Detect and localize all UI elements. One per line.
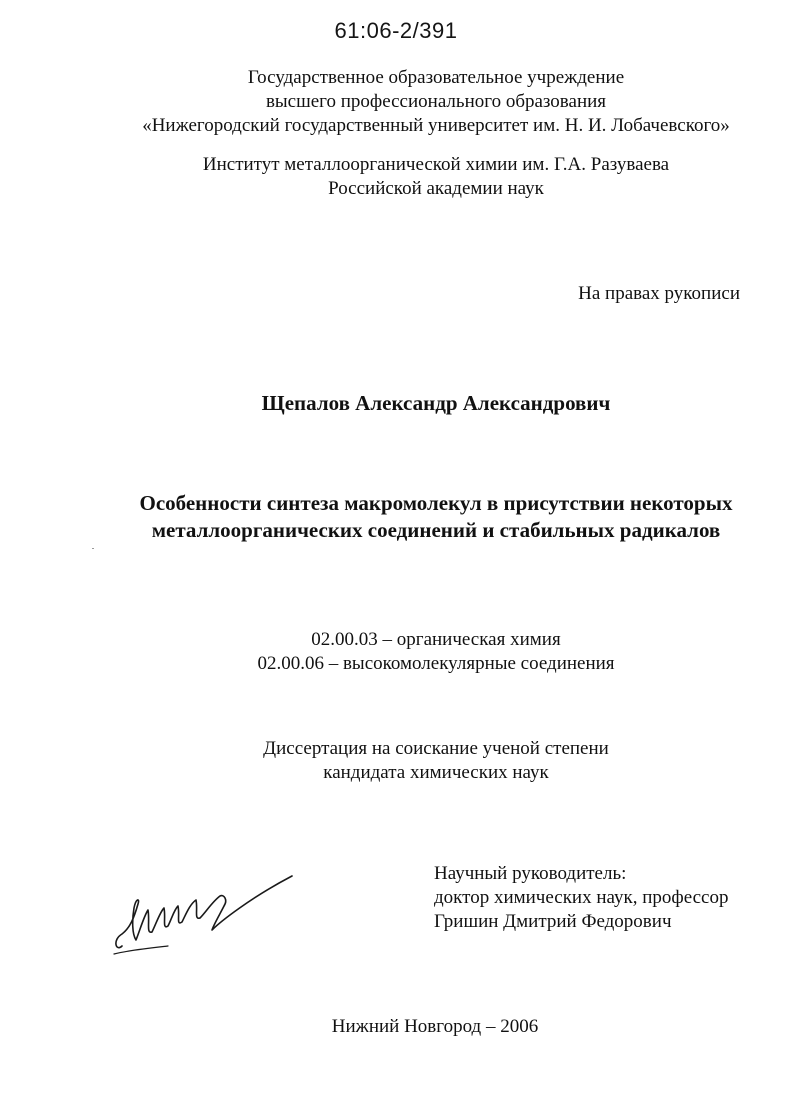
specialty-line-1: 02.00.03 – органическая химия	[311, 629, 561, 650]
advisor-block	[434, 862, 728, 934]
specialty-line-2: 02.00.06 – высокомолекулярные соединения	[257, 653, 615, 674]
institute-block	[40, 153, 792, 201]
title-line-2: металлоорганических соединений и стабильных радикалов	[151, 518, 721, 542]
degree-block	[40, 737, 792, 785]
specialties-block	[40, 628, 792, 676]
place-and-year: Нижний Новгород – 2006	[331, 1016, 539, 1037]
author-signature	[110, 868, 310, 958]
advisor-degree: доктор химических наук, профессор	[434, 887, 729, 908]
institute-line-2: Российской академии наук	[328, 178, 544, 199]
signature-stroke	[116, 876, 292, 948]
dissertation-title	[0, 490, 792, 544]
degree-line-1: Диссертация на соискание ученой степени	[263, 738, 609, 759]
advisor-label: Научный руководитель:	[434, 863, 627, 884]
catalog-stamp: 61:06-2/391	[334, 18, 458, 43]
institution-line-1: Государственное образовательное учреждение	[247, 67, 625, 88]
institution-line-2: высшего профессионального образования	[265, 91, 607, 112]
institution-line-3: «Нижегородский государственный университет им. Н. И. Лобачевского»	[142, 115, 730, 136]
institution-block	[40, 66, 792, 138]
manuscript-rights-note: На правах рукописи	[578, 283, 740, 304]
title-line-1: Особенности синтеза макромолекул в присутствии некоторых	[139, 491, 733, 515]
signature-underline	[114, 946, 168, 954]
degree-line-2: кандидата химических наук	[323, 762, 549, 783]
institute-line-1: Институт металлоорганической химии им. Г.А. Разуваева	[202, 154, 670, 175]
author-name: Щепалов Александр Александрович	[261, 391, 611, 415]
scan-speck	[92, 548, 94, 549]
advisor-name: Гришин Дмитрий Федорович	[434, 911, 672, 932]
